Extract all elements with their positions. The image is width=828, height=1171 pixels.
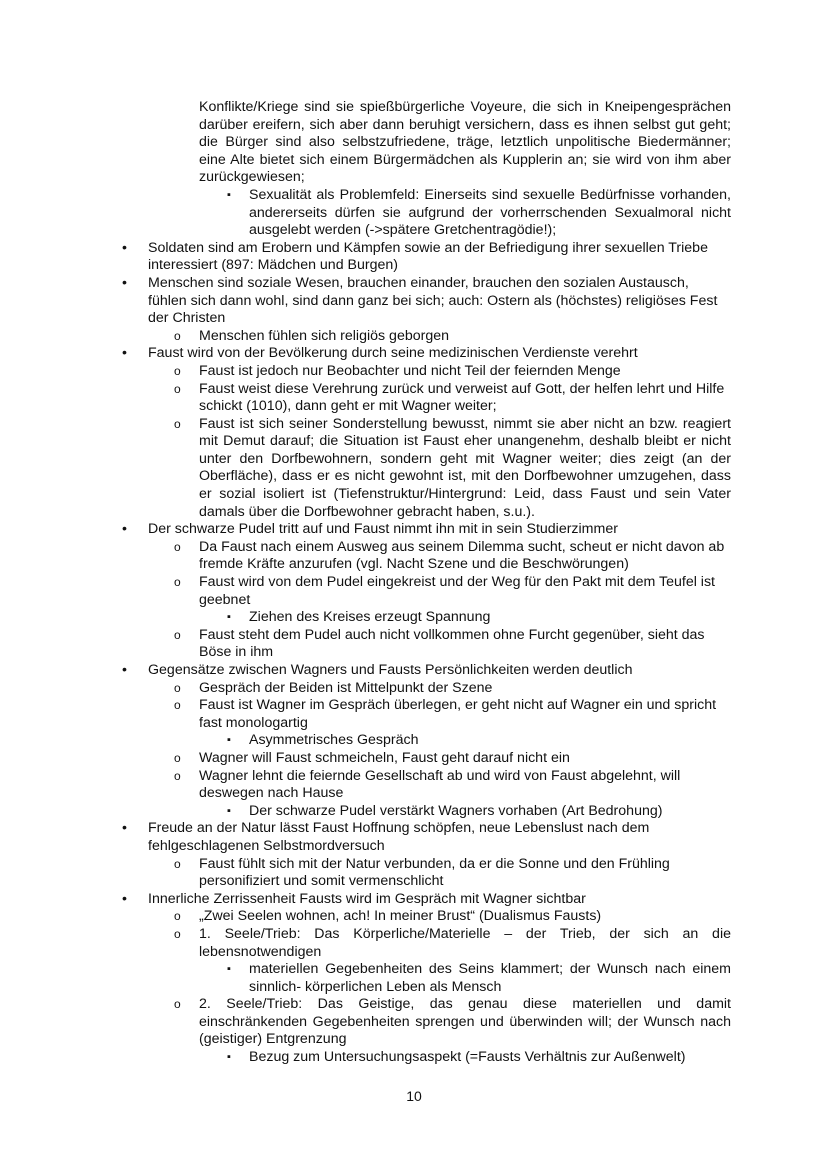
list-item-level2: o Faust steht dem Pudel auch nicht vollkommen ohne Furcht gegenüber, sieht das Böse in ihm bbox=[199, 627, 731, 662]
page-number: 10 bbox=[406, 1088, 422, 1104]
list-item-level1: • Soldaten sind am Erobern und Kämpfen sowie an der Befriedigung ihrer sexuellen Triebe interessiert (897: Mädchen und Burgen) bbox=[148, 240, 731, 275]
list-item-level2: o Faust ist Wagner im Gespräch überlegen, er geht nicht auf Wagner ein und spricht fast monologartig bbox=[199, 697, 731, 732]
list-item-level2: o Menschen fühlen sich religiös geborgen bbox=[199, 328, 731, 346]
list-item-level3: ▪ Asymmetrisches Gespräch bbox=[249, 732, 731, 750]
list-item-level2: o „Zwei Seelen wohnen, ach! In meiner Brust“ (Dualismus Fausts) bbox=[199, 908, 731, 926]
list-item-level1: • Innerliche Zerrissenheit Fausts wird im Gespräch mit Wagner sichtbar bbox=[148, 891, 731, 909]
list-item-level2: o Da Faust nach einem Ausweg aus seinem Dilemma sucht, scheut er nicht davon ab fremde Kräfte anzurufen (vgl. Nacht Szene und die Beschwörungen) bbox=[199, 539, 731, 574]
list-item-level2: o Faust ist sich seiner Sonderstellung bewusst, nimmt sie aber nicht an bzw. reagiert mit Demut darauf; die Situation ist Faust eher unangenehm, deshalb bleibt er nicht unter den Dorfbewohnern, sondern geht mit Wagner weiter; dies zeigt (an der Oberfläche), dass er es nicht gewohnt ist, mit den Dorfbewohner umzugehen, dass er sozial isoliert ist (Tiefenstruktur/Hintergrund: Leid, dass Faust und sein Vater damals über die Dorfbewohner gebracht haben, s.u.). bbox=[199, 416, 731, 522]
list-item-level3: ▪ Bezug zum Untersuchungsaspekt (=Fausts Verhältnis zur Außenwelt) bbox=[249, 1049, 731, 1067]
list-item-level2: o Faust ist jedoch nur Beobachter und nicht Teil der feiernden Menge bbox=[199, 363, 731, 381]
list-item-level2: o Wagner lehnt die feiernde Gesellschaft ab und wird von Faust abgelehnt, will deswegen nach Hause bbox=[199, 768, 731, 803]
list-item-level1: • Gegensätze zwischen Wagners und Fausts Persönlichkeiten werden deutlich bbox=[148, 662, 731, 680]
list-item-level1: • Menschen sind soziale Wesen, brauchen einander, brauchen den sozialen Austausch, fühlen sich dann wohl, sind dann ganz bei sich; auch: Ostern als (höchstes) religiöses Fest der Christen bbox=[148, 275, 731, 328]
list-item-level3: ▪ materiellen Gegebenheiten des Seins klammert; der Wunsch nach einem sinnlich- körperlichen Leben als Mensch bbox=[249, 961, 731, 996]
list-item-level2: o 1. Seele/Trieb: Das Körperliche/Materielle – der Trieb, der sich an die lebensnotwendigen bbox=[199, 926, 731, 961]
list-item-level2: o Faust weist diese Verehrung zurück und verweist auf Gott, der helfen lehrt und Hilfe schickt (1010), dann geht er mit Wagner weiter; bbox=[199, 381, 731, 416]
page-content bbox=[0, 99, 828, 1067]
list-item-level3: ▪ Der schwarze Pudel verstärkt Wagners vorhaben (Art Bedrohung) bbox=[249, 803, 731, 821]
list-item-level3: ▪ Sexualität als Problemfeld: Einerseits sind sexuelle Bedürfnisse vorhanden, andererseits dürfen sie aufgrund der vorherrschenden Sexualmoral nicht ausgelebt werden (->spätere Gretchentragödie!); bbox=[249, 187, 731, 240]
list-item-level3: ▪ Ziehen des Kreises erzeugt Spannung bbox=[249, 609, 731, 627]
list-item-level1: • Der schwarze Pudel tritt auf und Faust nimmt ihn mit in sein Studierzimmer bbox=[148, 521, 731, 539]
list-item-level1: • Faust wird von der Bevölkerung durch seine medizinischen Verdienste verehrt bbox=[148, 345, 731, 363]
list-item-level2: o 2. Seele/Trieb: Das Geistige, das genau diese materiellen und damit einschränkenden Gegebenheiten sprengen und überwinden will; der Wunsch nach (geistiger) Entgrenzung bbox=[199, 996, 731, 1049]
continued-paragraph: Konflikte/Kriege sind sie spießbürgerliche Voyeure, die sich in Kneipengesprächen darüber ereifern, sich aber dann beruhigt versichern, dass es ihnen selbst gut geht; die Bürger sind also selbstzufriedene, träge, letztlich unpolitische Biedermänner; eine Alte bietet sich einem Bürgermädchen als Kupplerin an; sie wird von ihm aber zurückgewiesen; bbox=[199, 99, 731, 186]
list-item-level1: • Freude an der Natur lässt Faust Hoffnung schöpfen, neue Lebenslust nach dem fehlgeschlagenen Selbstmordversuch bbox=[148, 820, 731, 855]
list-item-level2: o Gespräch der Beiden ist Mittelpunkt der Szene bbox=[199, 680, 731, 698]
list-item-level2: o Wagner will Faust schmeicheln, Faust geht darauf nicht ein bbox=[199, 750, 731, 768]
list-item-level2: o Faust fühlt sich mit der Natur verbunden, da er die Sonne und den Frühling personifiziert und somit vermenschlicht bbox=[199, 856, 731, 891]
list-item-level2: o Faust wird von dem Pudel eingekreist und der Weg für den Pakt mit dem Teufel ist geebnet bbox=[199, 574, 731, 609]
